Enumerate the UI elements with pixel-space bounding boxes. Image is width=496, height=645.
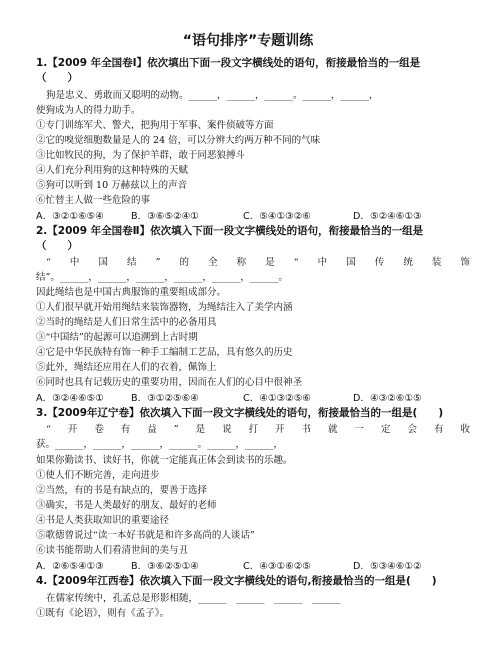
question-2-stem-line-2: 结”。______，______，______，______，______，______。 [36,272,288,283]
question-3-stem-line-1 [46,423,470,436]
page-title: “语句排序”专题训练 [182,33,314,49]
question-1-item-4: ④人们充分利用狗的这种特殊的天赋 [36,165,189,176]
stem-char: ” [173,424,179,435]
question-1-item-3: ③比如牧民的狗，为了保护羊群，敢于同恶狼搏斗 [36,150,246,161]
question-2-options [36,392,476,405]
question-2-item-1: ①人们很早就开始用绳结来装饰器物，为绳结注入了美学内涵 [36,302,293,313]
stem-char: “ [293,257,299,268]
question-3-stem-line-2: 获。______，______，______，______。______，______， [36,439,284,450]
question-2-stem-line-3: 因此绳结也是中国古典服饰的重要组成部分。 [36,287,227,298]
question-3-option-a: A．②⑥⑤④①③ [36,561,104,572]
question-1-item-6: ⑥忙替主人做一些危险的事 [36,195,151,206]
stem-char: 书 [301,424,312,435]
question-2-header-text: 2.【2009 年全国卷Ⅱ】依次填入下面一段文字横线处的语句，衔接最恰当的一组是 [36,225,424,237]
question-1-option-a: A．③②①⑥⑤④ [36,211,104,222]
stem-char: 国 [346,257,356,268]
stem-char: 是 [265,257,275,268]
question-1-item-2: ②它的嗅觉细胞数量是人的 24 倍，可以分辨大约两万种不同的气味 [36,135,321,146]
question-1-option-b: B．③⑥⑤②④① [131,211,199,222]
stem-char: 传 [374,257,385,268]
stem-char: 装 [431,257,442,268]
stem-char: 说 [222,424,232,435]
question-3-item-2: ②当然，有的书是有缺点的，要善于选择 [36,485,208,496]
question-4-item-1: ①既有《论语》，则有《孟子》。 [36,608,170,619]
stem-char: 的 [179,257,190,268]
question-3-header: 3.【2009年辽宁卷】依次填入下面一段文字横线处的语句，衔接最恰当的一组是( ) [36,407,444,419]
stem-char: 国 [98,257,108,268]
question-1-options [36,210,476,223]
question-3-option-b: B．③⑥②⑤①④ [131,561,199,572]
question-3-item-3: ③确实，书是人类最好的朋友、最好的老师 [36,500,217,511]
stem-char: 收 [460,424,470,435]
question-3-option-c: C．④③①⑥②⑤ [243,561,311,572]
question-2-item-3: ③“中国结”的起源可以追溯到上古时期 [36,332,198,343]
question-2-header [36,224,466,254]
question-1-header-text: 1.【2009 年全国卷Ⅰ】依次填出下面一段文字横线处的语句，衔接最恰当的一组是 [36,57,421,69]
stem-char: 开 [67,424,78,435]
stem-char: 益 [147,424,157,435]
stem-char: 卷 [94,424,104,435]
stem-char: “ [46,257,51,268]
stem-char: 中 [69,257,80,268]
question-2-item-2: ②当时的绳结是人们日常生活中的必备用具 [36,317,217,328]
stem-char: 结 [127,257,137,268]
stem-char: 一 [354,424,365,435]
question-1-option-c: C．⑤④①③②⑥ [243,211,311,222]
question-3-stem-line-3: 如果你勤读书、读好书，你就一定能真正体会到读书的乐趣。 [36,455,293,466]
question-1-item-1: ①专门训练军犬、警犬，把狗用于军事、案件侦破等方面 [36,120,274,131]
stem-char: 有 [120,424,131,435]
stem-char: 会 [407,424,417,435]
question-1-item-5: ⑤狗可以听到 10 万赫兹以上的声音 [36,180,188,191]
question-2-answer-bracket: （ ） [36,240,78,252]
question-2-stem-line-1 [46,256,470,269]
question-2-option-a: A．③②④⑥⑤① [36,393,104,404]
question-3-item-6: ⑥读书能帮助人们看清世间的美与丑 [36,545,189,556]
question-4-header: 4.【2009年江西卷】依次填入下面一段文字横线处的语句,衔接最恰当的一组是( ) [36,575,437,587]
question-2-item-4: ④它是中华民族特有饰一种手工编制工艺品，具有悠久的历史 [36,347,293,358]
question-3-item-4: ④书是人类获取知识的重要途径 [36,515,170,526]
stem-char: 中 [317,257,328,268]
stem-char: ” [155,257,161,268]
question-1-answer-bracket: （ ） [36,72,78,84]
stem-char: 定 [380,424,391,435]
question-2-option-b: B．③①②⑤⑥④ [131,393,199,404]
question-2-item-6: ⑥同时也具有记载历史的重要功用，因而在人们的心目中很神圣 [36,377,303,388]
stem-char: 全 [208,257,218,268]
question-3-item-1: ①使人们不断完善，走向进步 [36,470,160,481]
question-2-option-c: C．④①③②⑤⑥ [243,393,311,404]
stem-char: 打 [248,424,259,435]
question-3-item-5: ⑤歌德曾说过“读一本好书就是和许多高尚的人谈话” [36,530,255,541]
question-4-stem-line-1: 在儒家传统中，孔孟总是形影相随，______ ______ ______ ______ [46,593,341,604]
stem-char: “ [46,424,51,435]
question-2-item-5: ⑤此外，绳结还应用在人们的衣着，佩饰上 [36,362,217,373]
stem-char: 开 [275,424,285,435]
question-1-option-d: D．⑤②④⑥①③ [353,211,422,222]
stem-char: 是 [195,424,206,435]
question-1-stem-line-1: 狗是忠义、勇敢而又聪明的动物。______，______，______。______，______， [46,90,379,101]
stem-char: 饰 [460,257,470,268]
stem-char: 就 [328,424,338,435]
stem-char: 有 [433,424,444,435]
stem-char: 统 [403,257,413,268]
question-1-header [36,56,466,86]
question-2-option-d: D．④③②⑥①⑤ [353,393,422,404]
question-3-option-d: D．⑤③④⑥①② [353,561,422,572]
question-1-stem-line-2: 使狗成为人的得力助手。 [36,105,141,116]
question-3-options [36,560,476,573]
stem-char: 称 [236,257,247,268]
